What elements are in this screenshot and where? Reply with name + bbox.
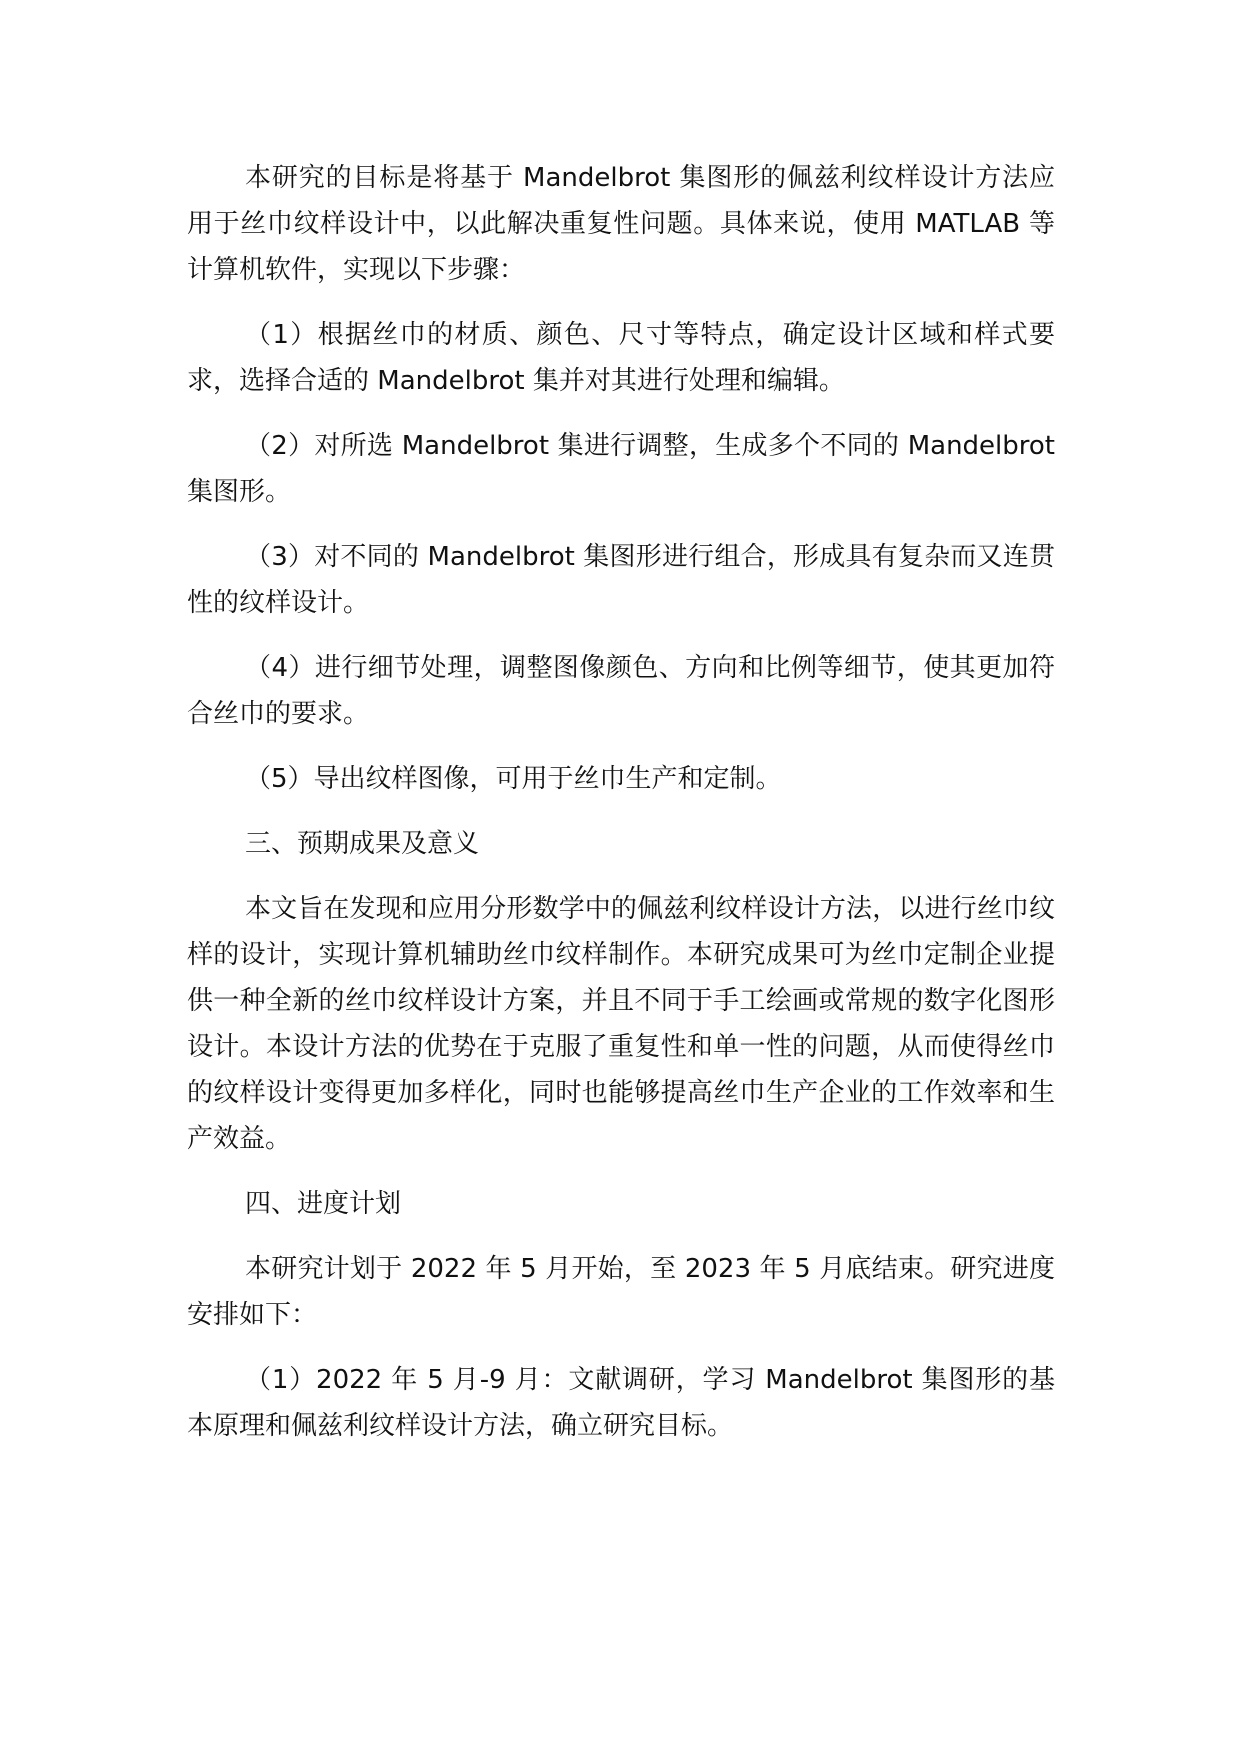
step-3-paragraph: （3）对不同的 Mandelbrot 集图形进行组合，形成具有复杂而又连贯性的纹样设计。: [187, 542, 1055, 618]
step-5-paragraph: （5）导出纹样图像，可用于丝巾生产和定制。: [245, 764, 782, 794]
document-body: [187, 155, 1055, 1468]
step-4-paragraph: （4）进行细节处理，调整图像颜色、方向和比例等细节，使其更加符合丝巾的要求。: [187, 653, 1055, 729]
section-4-heading: 四、进度计划: [245, 1189, 402, 1219]
schedule-item-1-paragraph: （1）2022 年 5 月-9 月：文献调研，学习 Mandelbrot 集图形的基本原理和佩兹利纹样设计方法，确立研究目标。: [187, 1365, 1055, 1441]
step-1-paragraph: （1）根据丝巾的材质、颜色、尺寸等特点，确定设计区域和样式要求，选择合适的 Mandelbrot 集并对其进行处理和编辑。: [187, 320, 1055, 396]
section-3-heading: 三、预期成果及意义: [245, 829, 480, 859]
intro-paragraph: 本研究的目标是将基于 Mandelbrot 集图形的佩兹利纹样设计方法应用于丝巾纹样设计中，以此解决重复性问题。具体来说，使用 MATLAB 等计算机软件，实现以下步骤：: [187, 163, 1055, 285]
step-2-paragraph: （2）对所选 Mandelbrot 集进行调整，生成多个不同的 Mandelbrot 集图形。: [187, 431, 1055, 507]
schedule-intro-paragraph: 本研究计划于 2022 年 5 月开始，至 2023 年 5 月底结束。研究进度安排如下：: [187, 1254, 1055, 1330]
section-3-paragraph: 本文旨在发现和应用分形数学中的佩兹利纹样设计方法，以进行丝巾纹样的设计，实现计算机辅助丝巾纹样制作。本研究成果可为丝巾定制企业提供一种全新的丝巾纹样设计方案，并且不同于手工绘画或常规的数字化图形设计。本设计方法的优势在于克服了重复性和单一性的问题，从而使得丝巾的纹样设计变得更加多样化，同时也能够提高丝巾生产企业的工作效率和生产效益。: [187, 894, 1055, 1154]
